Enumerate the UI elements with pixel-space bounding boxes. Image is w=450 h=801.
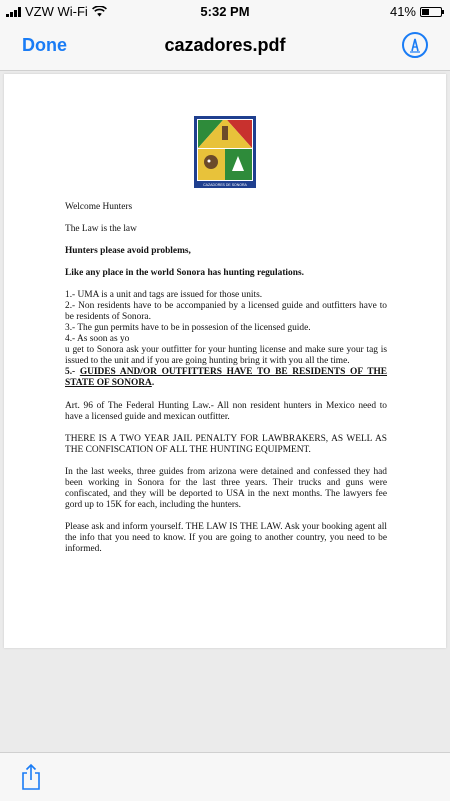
carrier-label: VZW Wi-Fi bbox=[25, 4, 88, 19]
battery-percent: 41% bbox=[389, 4, 416, 19]
nav-bar bbox=[0, 22, 450, 71]
status-bar bbox=[0, 0, 450, 22]
cazadores-logo bbox=[194, 116, 256, 188]
closing-text: Please ask and inform yourself. THE LAW IS THE LAW. Ask your booking agent all the info that you need to know. If you are going to another country, you need to be informed. bbox=[65, 522, 387, 554]
markup-pen-icon[interactable] bbox=[402, 32, 428, 58]
rule-1: 1.- UMA is a unit and tags are issued for those units. bbox=[65, 290, 263, 300]
rules-list bbox=[65, 290, 387, 389]
rule-5 bbox=[65, 367, 387, 389]
rule-5-end: . bbox=[151, 378, 155, 388]
avoid-problems-text: Hunters please avoid problems, bbox=[65, 246, 191, 256]
rule-3: 3.- The gun permits have to be in possesion of the licensed guide. bbox=[65, 323, 311, 333]
law-line-text: The Law is the law bbox=[65, 224, 137, 234]
regulations-text: Like any place in the world Sonora has hunting regulations. bbox=[65, 268, 304, 278]
rule-4: 4.- As soon as yo bbox=[65, 334, 130, 344]
battery-icon bbox=[420, 7, 442, 17]
status-time: 5:32 PM bbox=[200, 4, 250, 19]
logo-caption: CAZADORES DE SONORA bbox=[203, 183, 247, 187]
greeting-text: Welcome Hunters bbox=[65, 202, 133, 212]
penalty-text: THERE IS A TWO YEAR JAIL PENALTY FOR LAWBRAKERS, AS WELL AS THE CONFISCATION OF ALL THE HUNTING EQUIPMENT. bbox=[65, 434, 387, 455]
status-right bbox=[390, 4, 442, 19]
art-96-text: Art. 96 of The Federal Hunting Law.- All non resident hunters in Mexico need to have a licensed guide and mexican outfitter. bbox=[65, 401, 387, 422]
rule-5-text: GUIDES AND/OR OUTFITTERS HAVE TO BE RESIDENTS OF THE STATE OF SONORA bbox=[65, 367, 388, 388]
share-icon[interactable] bbox=[20, 763, 42, 791]
document-title: cazadores.pdf bbox=[164, 35, 286, 55]
guides-detained-text: In the last weeks, three guides from arizona were detained and confessed they had been working in Sonora for the last three years. Their trucks and guns were confiscated, and they will be deported to USA in the next months. The lawyers fee gord up to 15K for each, including the hunters. bbox=[65, 467, 387, 510]
rule-2: 2.- Non residents have to be accompanied by a licensed guide and outfitters have to be residents of Sonora. bbox=[65, 301, 387, 322]
done-button[interactable]: Done bbox=[22, 35, 67, 55]
pdf-page[interactable] bbox=[4, 74, 446, 648]
rule-4-continued: u get to Sonora ask your outfitter for your hunting license and make sure your tag is issued to the unit and if you are going hunting bring it with you all the time. bbox=[65, 345, 387, 366]
bottom-toolbar bbox=[0, 752, 450, 801]
rule-5-prefix: 5.- bbox=[65, 367, 80, 377]
document-body bbox=[65, 202, 387, 566]
